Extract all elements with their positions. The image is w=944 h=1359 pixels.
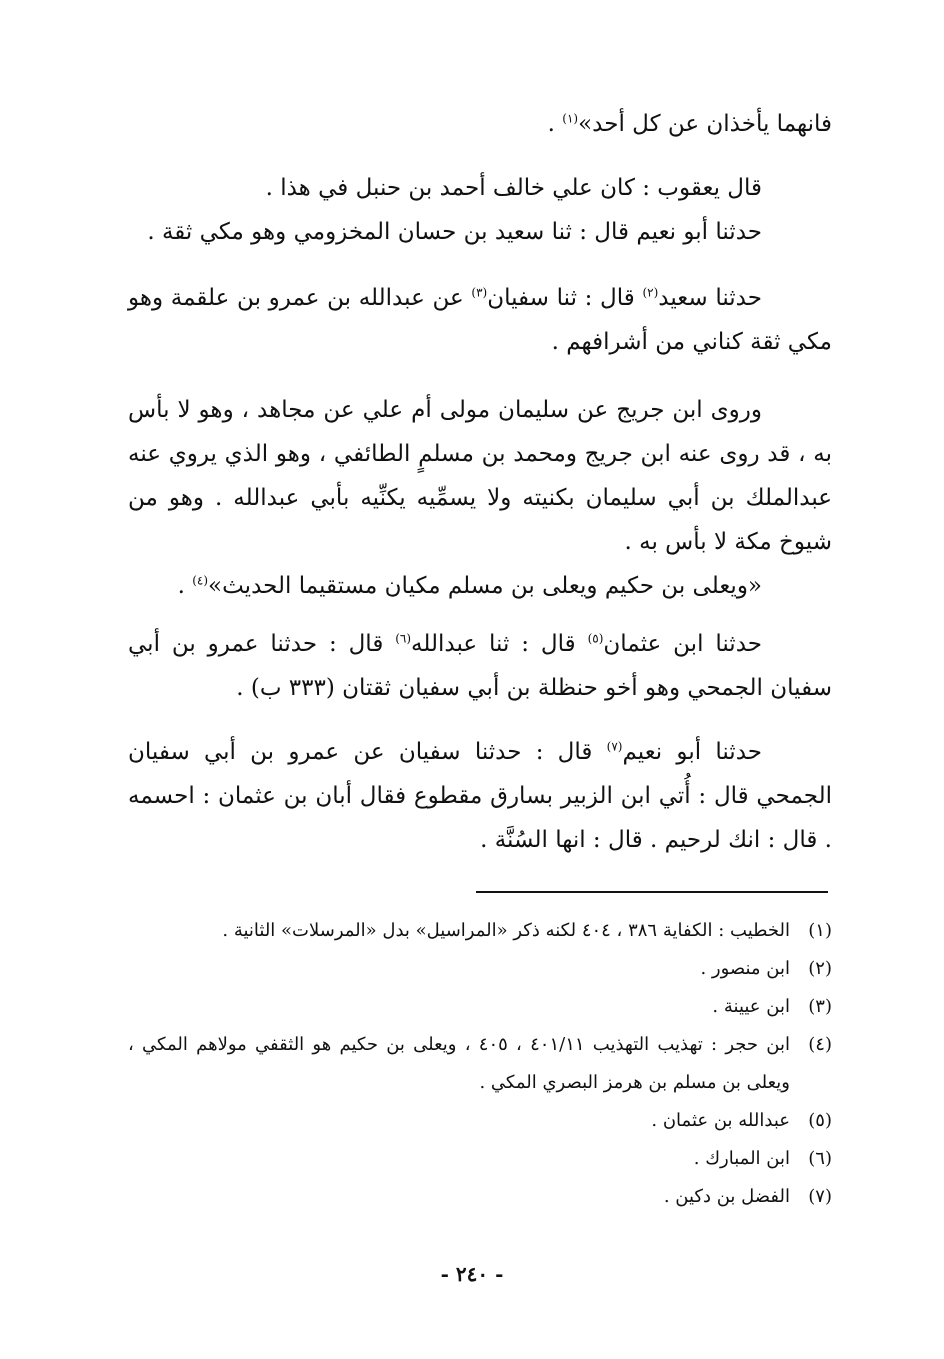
paragraph-6-end: . xyxy=(177,573,193,599)
paragraph-6 xyxy=(128,564,832,608)
footnote-ref-5[interactable]: (٥) xyxy=(587,631,604,646)
footnote-5 xyxy=(128,1102,832,1140)
paragraph-4-part-c: عن عبدالله بن عمرو بن علقمة وهو مكي ثقة كناني من أشرافهم . xyxy=(128,285,832,355)
footnote-6 xyxy=(128,1140,832,1178)
main-text-block xyxy=(128,102,832,146)
footnote-number: (٥) xyxy=(808,1110,832,1131)
main-text-block xyxy=(128,388,832,608)
footnote-text: ابن حجر : تهذيب التهذيب ٤٠١/١١ ، ٤٠٥ ، ويعلى بن حكيم هو الثقفي مولاهم المكي ، ويعلى بن مسلم بن هرمز البصري المكي . xyxy=(128,1034,790,1093)
footnote-text: ابن منصور . xyxy=(700,958,790,979)
paragraph-4 xyxy=(128,276,832,364)
footnote-ref-4[interactable]: (٤) xyxy=(192,573,209,588)
footnote-text: ابن المبارك . xyxy=(693,1148,790,1169)
footnote-number: (٦) xyxy=(808,1148,832,1169)
footnote-text: عبدالله بن عثمان . xyxy=(651,1110,790,1131)
footnote-ref-1[interactable]: (١) xyxy=(562,111,579,126)
paragraph-4-part-b: قال : ثنا سفيان xyxy=(487,285,643,311)
paragraph-5: وروى ابن جريج عن سليمان مولى أم علي عن مجاهد ، وهو لا بأس به ، قد روى عنه ابن جريج ومحمد بن مسلمٍ الطائفي ، وهو الذي يروي عنه عبدالملك بن أبي سليمان بكنيته ولا يسمِّيه يكنِّيه بأبي عبدالله . وهو من شيوخ مكة لا بأس به . xyxy=(128,397,832,555)
paragraph-1-end: . xyxy=(547,111,563,137)
footnote-number: (٢) xyxy=(808,958,832,979)
paragraph-3: حدثنا أبو نعيم قال : ثنا سعيد بن حسان المخزومي وهو مكي ثقة . xyxy=(147,219,762,245)
footnote-number: (٣) xyxy=(808,996,832,1017)
footnote-1 xyxy=(128,912,832,950)
footnote-7 xyxy=(128,1178,832,1216)
page-number: - ٢٤٠ - xyxy=(440,1262,504,1286)
main-text-block xyxy=(128,276,832,364)
paragraph-7-part-a: حدثنا ابن عثمان xyxy=(603,631,762,657)
paragraph-8 xyxy=(128,730,832,862)
paragraph-8-part-a: حدثنا أبو نعيم xyxy=(622,739,762,765)
footnote-ref-7[interactable]: (٧) xyxy=(606,739,623,754)
main-text-block xyxy=(128,730,832,862)
footnote-text: الفضل بن دكين . xyxy=(663,1186,790,1207)
paragraph-7-part-b: قال : ثنا عبدالله xyxy=(411,631,588,657)
footnote-text: ابن عيينة . xyxy=(712,996,790,1017)
paragraph-2: قال يعقوب : كان علي خالف أحمد بن حنبل في هذا . xyxy=(265,175,762,201)
paragraph-7 xyxy=(128,622,832,710)
footnote-number: (٧) xyxy=(808,1186,832,1207)
footnote-4 xyxy=(128,1026,832,1102)
paragraph-6-text: «ويعلى بن حكيم ويعلى بن مسلم مكيان مستقيما الحديث» xyxy=(208,573,762,599)
footnote-2 xyxy=(128,950,832,988)
footnote-number: (١) xyxy=(808,920,832,941)
footnote-ref-2[interactable]: (٢) xyxy=(642,285,659,300)
paragraph-1 xyxy=(128,102,832,146)
footnotes-list xyxy=(128,912,832,1216)
footnote-ref-6[interactable]: (٦) xyxy=(395,631,412,646)
footnote-number: (٤) xyxy=(808,1034,832,1055)
footnote-separator xyxy=(476,891,828,893)
paragraph-4-part-a: حدثنا سعيد xyxy=(658,285,762,311)
footnote-3 xyxy=(128,988,832,1026)
paragraph-8-part-c: قال : حدثنا سفيان عن عمرو بن أبي سفيان الجمحي قال : أُتي ابن الزبير بسارق مقطوع فقال أبان بن عثمان : احسمه . قال : انك لرحيم . قال : انها السُنَّة . xyxy=(128,739,832,853)
main-text-block xyxy=(128,622,832,710)
footnote-ref-3[interactable]: (٣) xyxy=(471,285,488,300)
footnote-text: الخطيب : الكفاية ٣٨٦ ، ٤٠٤ لكنه ذكر «المراسيل» بدل «المرسلات» الثانية . xyxy=(222,920,790,941)
paragraph-7-part-c: قال : حدثنا عمرو بن أبي سفيان الجمحي وهو أخو حنظلة بن أبي سفيان ثقتان (٣٣٣ ب) . xyxy=(128,631,832,701)
main-text-block xyxy=(128,166,832,254)
paragraph-1-text: فانهما يأخذان عن كل أحد» xyxy=(578,111,832,137)
